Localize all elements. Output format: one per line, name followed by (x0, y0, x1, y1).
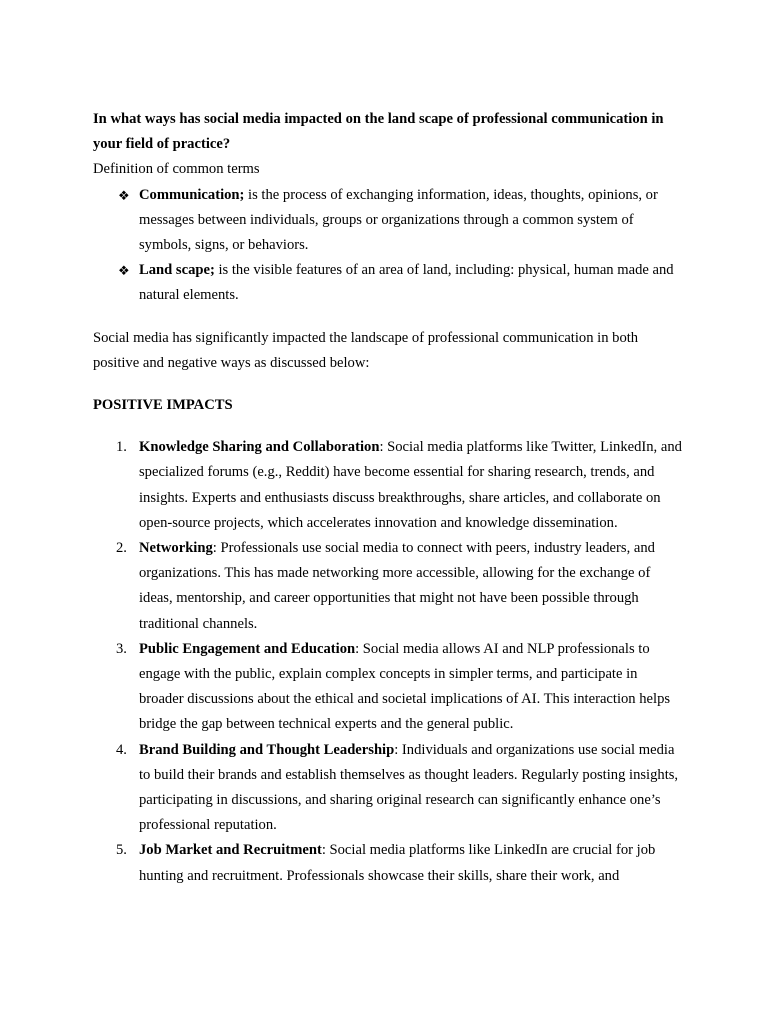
impact-number: 3. (116, 640, 127, 657)
impact-term: Job Market and Recruitment (139, 842, 322, 859)
impact-item (116, 435, 683, 536)
impact-text: : Social media platforms like LinkedIn are crucial for job hunting and recruitment. Professionals showcase their skills, share their work, and (139, 842, 656, 884)
definition-text: is the process of exchanging information, ideas, thoughts, opinions, or messages between individuals, groups or organizations through a common system of symbols, signs, or behaviors. (139, 186, 658, 254)
impact-term: Public Engagement and Education (139, 640, 356, 657)
section-heading: POSITIVE IMPACTS (93, 397, 233, 414)
impact-term: Knowledge Sharing and Collaboration (139, 439, 380, 456)
diamond-bullet-icon: ❖ (118, 263, 130, 279)
diamond-bullet-icon: ❖ (118, 187, 130, 203)
impact-number: 4. (116, 741, 127, 758)
definitions-list (93, 183, 683, 309)
definition-term: Land scape; (139, 262, 215, 279)
impact-item (116, 637, 683, 738)
document-page (93, 107, 683, 889)
impact-item (116, 738, 683, 839)
impact-text: : Social media platforms like Twitter, LinkedIn, and specialized forums (e.g., Reddit) have become essential for sharing research, trends, and insights. Experts and enthusiasts discuss breakthroughs, share articles, and collaborate on open-source projects, which accelerates innovation and knowledge dissemination. (139, 439, 682, 531)
impact-term: Brand Building and Thought Leadership (139, 741, 395, 758)
definitions-heading: Definition of common terms (93, 161, 260, 178)
impact-text: : Individuals and organizations use social media to build their brands and establish themselves as thought leaders. Regularly posting insights, participating in discussions, and sharing original research can significantly enhance one’s professional reputation. (139, 741, 679, 834)
definition-item (118, 258, 683, 308)
document-title: In what ways has social media impacted on the land scape of professional communication in your field of practice? (93, 111, 664, 153)
impact-number: 1. (116, 439, 127, 456)
impact-item (116, 838, 683, 888)
impact-term: Networking (139, 540, 213, 557)
definition-item (118, 183, 683, 259)
impact-item (116, 536, 683, 637)
impact-text: : Professionals use social media to connect with peers, industry leaders, and organizations. This has made networking more accessible, allowing for the exchange of ideas, mentorship, and career opportunities that might not have been possible through traditional channels. (139, 540, 655, 632)
impact-text: : Social media allows AI and NLP professionals to engage with the public, explain complex concepts in simpler terms, and participate in broader discussions about the ethical and societal implications of AI. This interaction helps bridge the gap between technical experts and the general public. (139, 640, 671, 733)
definition-text: is the visible features of an area of land, including: physical, human made and natural elements. (139, 262, 674, 304)
impact-number: 2. (116, 540, 127, 557)
intro-paragraph: Social media has significantly impacted the landscape of professional communication in both positive and negative ways as discussed below: (93, 329, 639, 371)
definition-term: Communication; (139, 186, 245, 203)
impact-number: 5. (116, 842, 127, 859)
impacts-list (93, 435, 683, 889)
